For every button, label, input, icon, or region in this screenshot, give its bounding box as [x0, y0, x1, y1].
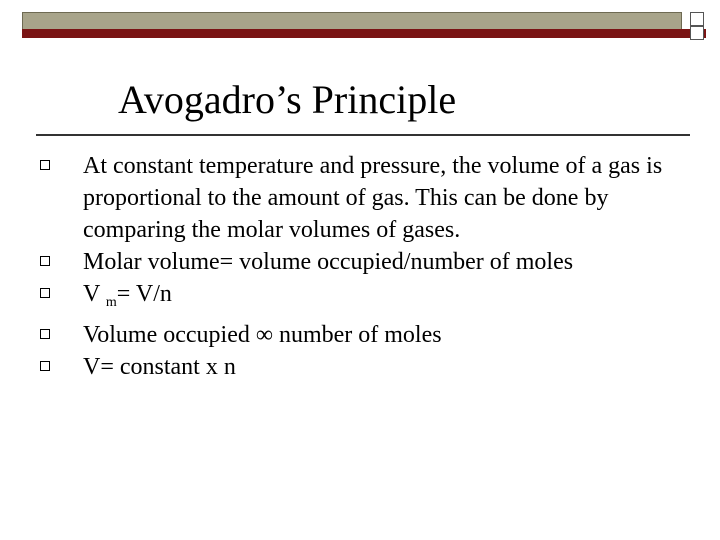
- bullet-item: [36, 351, 686, 383]
- bullet-text: Molar volume= volume occupied/number of moles: [83, 249, 574, 275]
- slide-title: Avogadro’s Principle: [118, 77, 457, 122]
- bullet-text: V= constant x n: [83, 354, 236, 380]
- square-bullet-icon: [40, 160, 50, 170]
- bullet-item: [36, 246, 686, 278]
- square-bullet-icon: [40, 361, 50, 371]
- formula-symbol: V: [83, 281, 106, 307]
- square-bullet-icon: [40, 256, 50, 266]
- formula-subscript: m: [105, 295, 117, 310]
- bullet-list: [36, 150, 686, 383]
- bullet-text: Volume occupied ∞ number of moles: [83, 322, 442, 348]
- square-bullet-icon: [40, 288, 50, 298]
- bullet-item: [36, 278, 686, 319]
- bullet-item: [36, 319, 686, 351]
- corner-square-lower: [690, 26, 704, 40]
- formula-rest: = V/n: [116, 281, 172, 307]
- square-bullet-icon: [40, 329, 50, 339]
- corner-square-upper: [690, 12, 704, 26]
- bullet-text: At constant temperature and pressure, the volume of a gas is proportional to the amount of gas. This can be done by comparing the molar volumes of gases.: [83, 153, 663, 243]
- title-underline: [36, 134, 690, 136]
- header-stripe: [22, 29, 706, 38]
- bullet-item: [36, 150, 686, 246]
